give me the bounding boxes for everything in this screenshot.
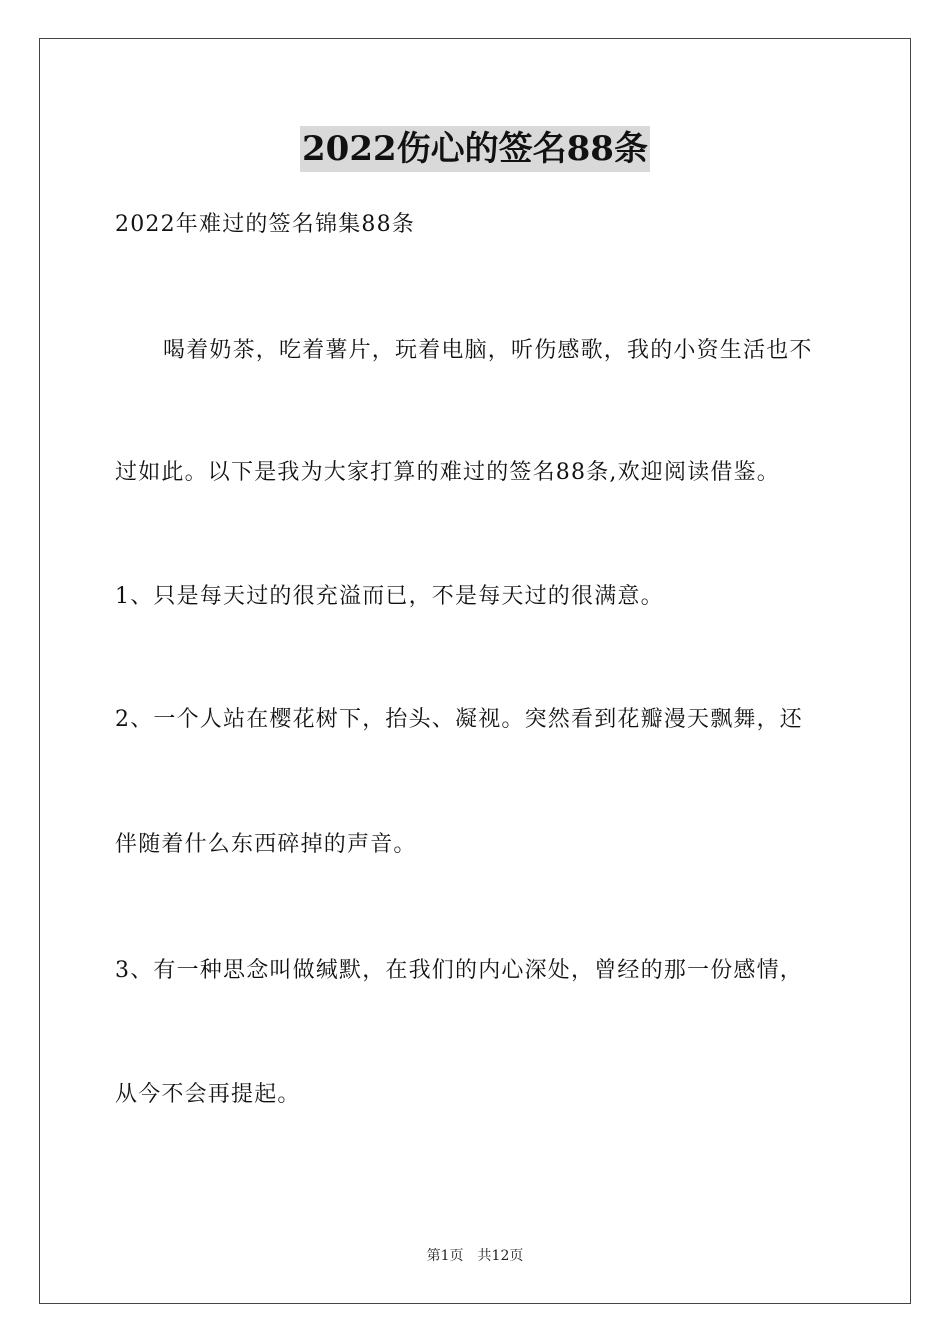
- list-item-line: 从今不会再提起。: [115, 1082, 301, 1107]
- paragraph-line: 过如此。以下是我为大家打算的难过的签名88条,欢迎阅读借鉴。: [115, 460, 780, 485]
- document-subtitle: 2022年难过的签名锦集88条: [115, 212, 415, 237]
- document-title: 2022伤心的签名88条: [300, 126, 650, 172]
- list-item-line: 2、一个人站在樱花树下，抬头、凝视。突然看到花瓣漫天飘舞，还: [115, 707, 803, 732]
- page-number-footer: 第1页 共12页: [426, 1248, 524, 1264]
- paragraph-line: 喝着奶茶，吃着薯片，玩着电脑，听伤感歌，我的小资生活也不: [163, 338, 813, 363]
- title-container: [0, 126, 950, 172]
- list-item-line: 1、只是每天过的很充溢而已，不是每天过的很满意。: [115, 584, 664, 609]
- list-item-line: 3、有一种思念叫做缄默，在我们的内心深处，曾经的那一份感情，: [115, 958, 803, 983]
- list-item-line: 伴随着什么东西碎掉的声音。: [115, 832, 417, 857]
